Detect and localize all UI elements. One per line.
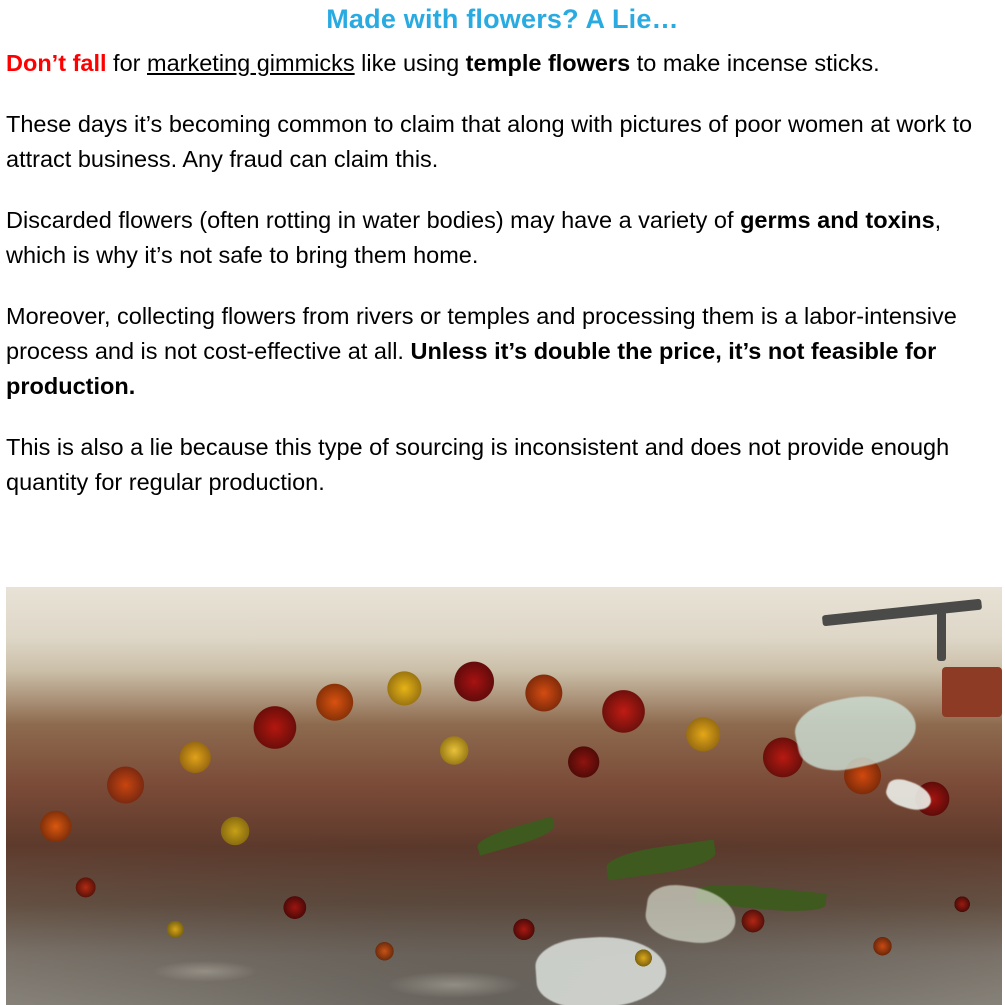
paragraph-1 [6, 46, 997, 81]
paragraph-1-run-1: Don’t fall [6, 50, 107, 76]
discarded-temple-flowers-photo [6, 587, 1002, 1005]
photo-canvas [6, 587, 1002, 1005]
paragraph-2 [6, 107, 997, 177]
slide-body [0, 46, 1005, 500]
paragraph-5-run-1: This is also a lie because this type of sourcing is inconsistent and does not provide enough quantity for regular production. [6, 434, 950, 495]
paragraph-2-run-1: These days it’s becoming common to claim that along with pictures of poor women at work to attract business. Any fraud can claim this. [6, 111, 973, 172]
scattered-flowers-in-water [6, 837, 1002, 1005]
pipe-horizontal [822, 599, 982, 627]
paragraph-4 [6, 299, 997, 404]
paragraph-1-run-3: marketing gimmicks [147, 50, 355, 76]
slide-page [0, 2, 1005, 1005]
page-title: Made with flowers? A Lie… [326, 4, 679, 34]
paragraph-1-run-6: to make incense sticks. [630, 50, 880, 76]
paragraph-4-run-1: Moreover, collecting flowers from rivers or temples and processing them is a labor-intensive process and is not cost-effective at all. [6, 303, 957, 364]
paragraph-1-run-5: temple flowers [465, 50, 631, 76]
paragraph-1-run-2: for [106, 50, 148, 76]
paragraph-3 [6, 203, 997, 273]
paragraph-1-run-4: like using [354, 50, 466, 76]
paragraph-4-run-2: Unless it’s double the price, it’s not feasible for production. [6, 338, 937, 399]
paragraph-5 [6, 430, 997, 500]
paragraph-3-run-3: , which is why it’s not safe to bring them home. [6, 207, 942, 268]
paragraph-3-run-2: germs and toxins [740, 207, 935, 233]
paragraph-3-run-1: Discarded flowers (often rotting in water bodies) may have a variety of [6, 207, 741, 233]
